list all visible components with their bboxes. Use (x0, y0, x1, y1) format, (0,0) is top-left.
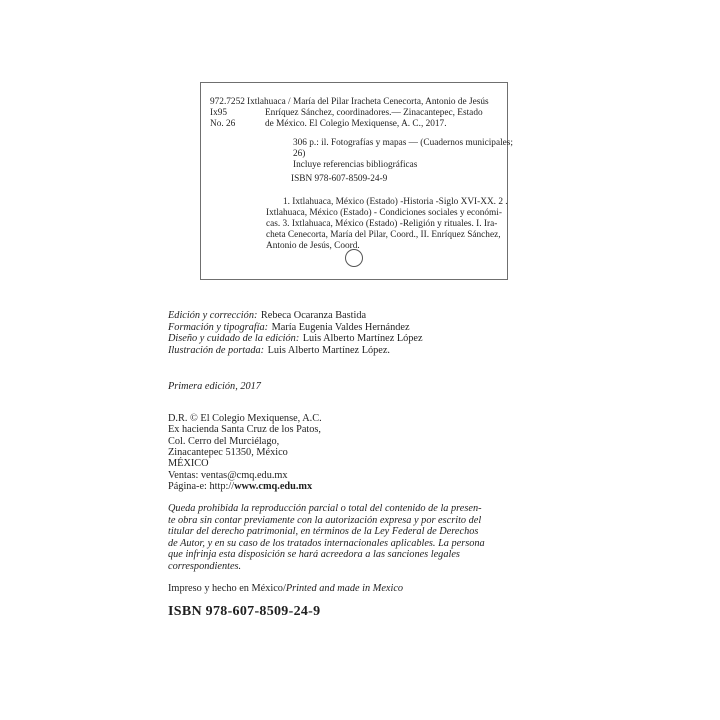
sales-email-line: Ventas: ventas@cmq.edu.mx (168, 469, 288, 481)
isbn-bottom: ISBN 978-607-8509-24-9 (168, 604, 321, 619)
legal-line: te obra sin contar previamente con la autorización expresa y por escrito del (168, 514, 482, 526)
credit-person: Luis Alberto Martínez López (302, 333, 423, 345)
cip-isbn: ISBN 978-607-8509-24-9 (291, 174, 388, 184)
credit-role: Formación y tipografía: (168, 321, 269, 333)
address-line: Zinacantepec 51350, México (168, 447, 288, 459)
printed-english: Printed and made in Mexico (285, 583, 404, 594)
website-line (168, 481, 322, 492)
credit-person: Rebeca Ocaranza Bastida (260, 310, 367, 321)
legal-line: que infrinja esta disposición se hará acreedora a las sanciones legales (168, 549, 460, 560)
cip-subject-line: cheta Cenecorta, María del Pilar, Coord., II. Enríquez Sánchez, (266, 230, 501, 240)
cip-physical-line: 26) (293, 149, 306, 159)
website-url: www.cmq.edu.mx (234, 481, 313, 493)
credit-role: Diseño y cuidado de la edición: (168, 333, 300, 345)
call-number-line: No. 26 (210, 119, 236, 129)
credit-person: María Eugenia Valdes Hernández (271, 321, 410, 333)
cip-physical-line: Incluye referencias bibliográficas (293, 160, 418, 170)
legal-line: titular del derecho patrimonial, en términos de la Ley Federal de Derechos (168, 526, 479, 537)
cip-physical-line: 306 p.: il. Fotografías y mapas — (Cuadernos municipales; (293, 138, 513, 148)
credit-line (168, 322, 423, 334)
cip-physical-description (293, 138, 513, 171)
cip-subject-line: Antonio de Jesús, Coord. (266, 241, 360, 251)
circle-mark (345, 249, 363, 267)
call-number-line: 972.7252 (210, 97, 245, 107)
cip-title-line: de México. El Colegio Mexiquense, A. C., 2017. (265, 119, 447, 129)
cip-subject-line: 1. Ixtlahuaca, México (Estado) -Historia -Siglo XVI-XX. 2 . (283, 197, 508, 207)
cip-subject-line: cas. 3. Ixtlahuaca, México (Estado) -Religión y rituales. I. Ira- (266, 219, 498, 229)
cip-box (200, 82, 513, 280)
printed-in-mexico (168, 583, 403, 595)
credit-line (168, 310, 423, 322)
call-number-line: Ix95 (210, 108, 228, 118)
credit-line (168, 345, 423, 357)
cip-subject-line: Ixtlahuaca, México (Estado) - Condiciones sociales y económi- (266, 208, 502, 218)
address-line: Ex hacienda Santa Cruz de los Patos, (168, 424, 321, 436)
publisher-block (168, 413, 322, 492)
copyright-line: D.R. © El Colegio Mexiquense, A.C. (168, 413, 322, 424)
website-label: Página-e: http:// (168, 481, 235, 493)
cip-title-line: Enríquez Sánchez, coordinadores.— Zinacantepec, Estado (265, 108, 483, 118)
credits-block (168, 310, 423, 356)
cip-title-line: Ixtlahuaca / María del Pilar Iracheta Cenecorta, Antonio de Jesús (247, 97, 489, 107)
call-number (210, 97, 245, 130)
credit-role: Edición y corrección: (168, 310, 258, 321)
legal-line: de Autor, y en su caso de los tratados internacionales aplicables. La persona (168, 537, 485, 549)
legal-notice (168, 503, 485, 572)
credit-person: Luis Alberto Martínez López. (267, 344, 390, 356)
legal-line: correspondientes. (168, 560, 242, 572)
printed-spanish: Impreso y hecho en México/ (168, 583, 286, 594)
legal-line: Queda prohibida la reproducción parcial o total del contenido de la presen- (168, 503, 482, 514)
cip-subject-entries (266, 197, 508, 252)
credit-role: Ilustración de portada: (168, 344, 265, 356)
address-line: Col. Cerro del Murciélago, (168, 435, 280, 447)
edition-statement: Primera edición, 2017 (168, 381, 261, 392)
cip-title-statement (247, 97, 489, 130)
credit-line (168, 333, 423, 345)
address-line: MÉXICO (168, 458, 209, 470)
